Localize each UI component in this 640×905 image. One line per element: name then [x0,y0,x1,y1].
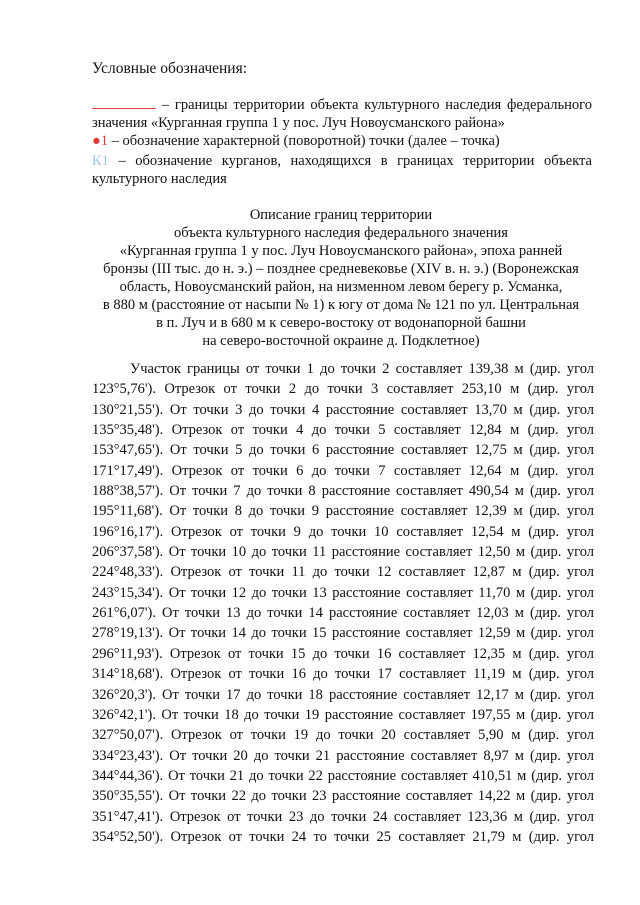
body-line: 135°35,48'). Отрезок от точки 4 до точки 5 составляет 12,84 м (дир. угол [92,422,594,439]
body-line: 296°11,93'). Отрезок от точки 15 до точки 16 составляет 12,35 м (дир. угол [92,645,594,662]
body-line: 196°16,17'). Отрезок от точки 9 до точки 10 составляет 12,54 м (дир. угол [92,523,594,540]
body-line: 354°52,50'). Отрезок от точки 24 то точки 25 составляет 21,79 м (дир. угол [92,828,594,845]
legend-point-entry [92,132,592,150]
body-line: 243°15,34'). От точки 12 до точки 13 расстояние составляет 11,70 м (дир. угол [92,584,594,601]
boundary-segments-text [92,359,594,847]
body-line: 171°17,49'). Отрезок от точки 6 до точки 7 составляет 12,64 м (дир. угол [92,462,594,479]
body-line: 327°50,07'). Отрезок от точки 19 до точки 20 составляет 5,90 м (дир. угол [92,727,594,744]
body-line: 314°18,68'). Отрезок от точки 16 до точки 17 составляет 11,19 м (дир. угол [92,666,594,683]
body-line: 188°38,57'). От точки 7 до точки 8 расстояние составляет 490,54 м (дир. угол [92,483,594,500]
body-line: 326°42,1'). От точки 18 до точки 19 расстояние составляет 197,55 м (дир. угол [92,706,594,723]
body-line: 153°47,65'). От точки 5 до точки 6 расстояние составляет 12,75 м (дир. угол [92,442,594,459]
body-line: 326°20,3'). От точки 17 до точки 18 расстояние составляет 12,17 м (дир. угол [92,686,594,703]
legend-kurgan-entry [92,152,592,188]
description-line: на северо-восточной окраине д. Подклетное) [202,333,480,349]
boundary-legend-text: – границы территории объекта культурного наследия федерального значения «Курганная группа 1 у пос. Луч Новоусманского района» [92,97,592,131]
description-line: бронзы (III тыс. до н. э.) – позднее средневековье (XIV в. н. э.) (Воронежская [103,261,579,277]
body-line: 344°44,36'). От точки 21 до точки 22 расстояние составляет 410,51 м (дир. угол [92,767,594,784]
body-line: 224°48,33'). Отрезок от точки 11 до точки 12 составляет 12,87 м (дир. угол [92,564,594,581]
body-line: 351°47,41'). Отрезок от точки 23 до точки 24 составляет 123,36 м (дир. угол [92,808,594,825]
description-line: в 880 м (расстояние от насыпи № 1) к югу от дома № 121 по ул. Центральная [102,297,580,313]
boundary-description-heading [86,206,596,350]
description-line: в п. Луч и в 680 м к северо-востоку от водонапорной башни [156,315,526,331]
body-line: 206°37,58'). От точки 10 до точки 11 расстояние составляет 12,50 м (дир. угол [92,544,594,561]
point-symbol: ●1 [92,133,109,149]
point-legend-text: – обозначение характерной (поворотной) точки (далее – точка) [108,133,500,149]
description-line: область, Новоусманский район, на низменном левом берегу р. Усманка, [119,279,563,295]
body-line: 278°19,13'). От точки 14 до точки 15 расстояние составляет 12,59 м (дир. угол [92,625,594,642]
body-line: 350°35,55'). От точки 22 до точки 23 расстояние составляет 14,22 м (дир. угол [92,788,594,805]
body-line: 195°11,68'). От точки 8 до точки 9 расстояние составляет 12,39 м (дир. угол [92,503,594,520]
description-line: Описание границ территории [249,207,433,223]
body-line: 130°21,55'). От точки 3 до точки 4 расстояние составляет 13,70 м (дир. угол [92,401,594,418]
legend-title: Условные обозначения: [92,60,248,77]
legend-boundary-entry [92,96,592,132]
body-line: 334°23,43'). От точки 20 до точки 21 расстояние составляет 8,97 м (дир. угол [92,747,594,764]
kurgan-symbol: К1 [92,153,109,169]
boundary-line-symbol [92,96,156,109]
description-line: объекта культурного наследия федерального значения [174,225,508,241]
kurgan-legend-text: – обозначение курганов, находящихся в границах территории объекта культурного наследия [92,153,592,187]
description-line: «Курганная группа 1 у пос. Луч Новоусманского района», эпоха ранней [119,243,563,259]
body-line: 261°6,07'). От точки 13 до точки 14 расстояние составляет 12,03 м (дир. угол [92,605,594,622]
body-line: Участок границы от точки 1 до точки 2 составляет 139,38 м (дир. угол [130,361,594,377]
body-line: 123°5,76'). Отрезок от точки 2 до точки 3 составляет 253,10 м (дир. угол [92,381,594,398]
